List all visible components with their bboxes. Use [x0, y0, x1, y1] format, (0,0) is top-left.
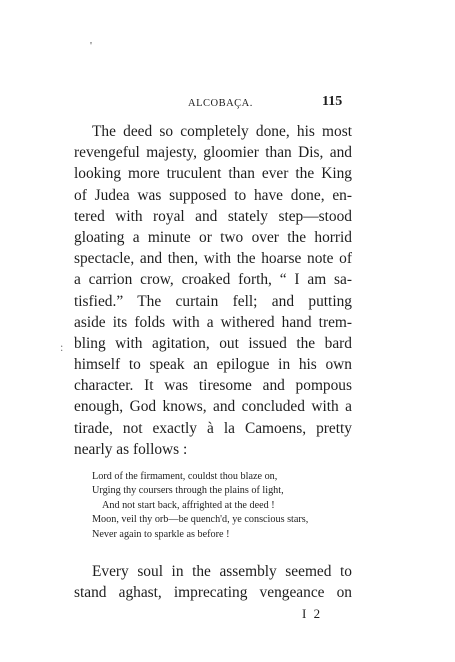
- text-line: Every soul in the assembly seemed to: [92, 563, 352, 580]
- text-line: bling with agitation, out issued the bard: [74, 334, 352, 352]
- verse-line: Moon, veil thy orb—be quench'd, ye conscious stars,: [92, 514, 309, 526]
- text-line: The deed so completely done, his most: [92, 123, 352, 140]
- text-line: tered with royal and stately step—stood: [74, 207, 352, 225]
- verse-line: Lord of the firmament, couldst thou blaze on,: [92, 471, 278, 482]
- text-line: tirade, not exactly à la Camoens, pretty: [74, 419, 352, 437]
- text-line: enough, God knows, and concluded with a: [74, 398, 352, 416]
- signature-mark: I 2: [302, 606, 323, 621]
- margin-mark: :: [60, 340, 64, 354]
- text-line: tisfied.” The curtain fell; and putting: [74, 292, 352, 310]
- text-line: revengeful majesty, gloomier than Dis, and: [74, 144, 352, 162]
- text-line: himself to speak an epilogue in his own: [74, 356, 352, 374]
- text-line: looking more truculent than ever the King: [74, 165, 352, 183]
- page-number: 115: [322, 94, 343, 109]
- verse-line: Never again to sparkle as before !: [92, 528, 230, 540]
- verse-block: [92, 470, 362, 542]
- text-line: aside its folds with a withered hand trem-: [74, 313, 352, 331]
- stray-mark: ': [90, 40, 92, 52]
- text-line: a carrion crow, croaked forth, “ I am sa-: [74, 271, 352, 289]
- verse-line: Urging thy coursers through the plains of light,: [92, 485, 284, 497]
- text-line: spectacle, and then, with the hoarse note of: [74, 250, 352, 268]
- text-line: nearly as follows :: [74, 440, 188, 458]
- text-line: gloating a minute or two over the horrid: [74, 228, 352, 246]
- verse-line: And not start back, affrighted at the deed !: [102, 499, 275, 511]
- running-title: ALCOBAÇA.: [188, 98, 253, 109]
- paragraph-2: [74, 561, 352, 603]
- text-line: stand aghast, imprecating vengeance on: [74, 584, 352, 602]
- text-line: character. It was tiresome and pompous: [74, 377, 352, 395]
- text-line: of Judea was supposed to have done, en-: [74, 186, 352, 204]
- paragraph-1: [74, 121, 352, 460]
